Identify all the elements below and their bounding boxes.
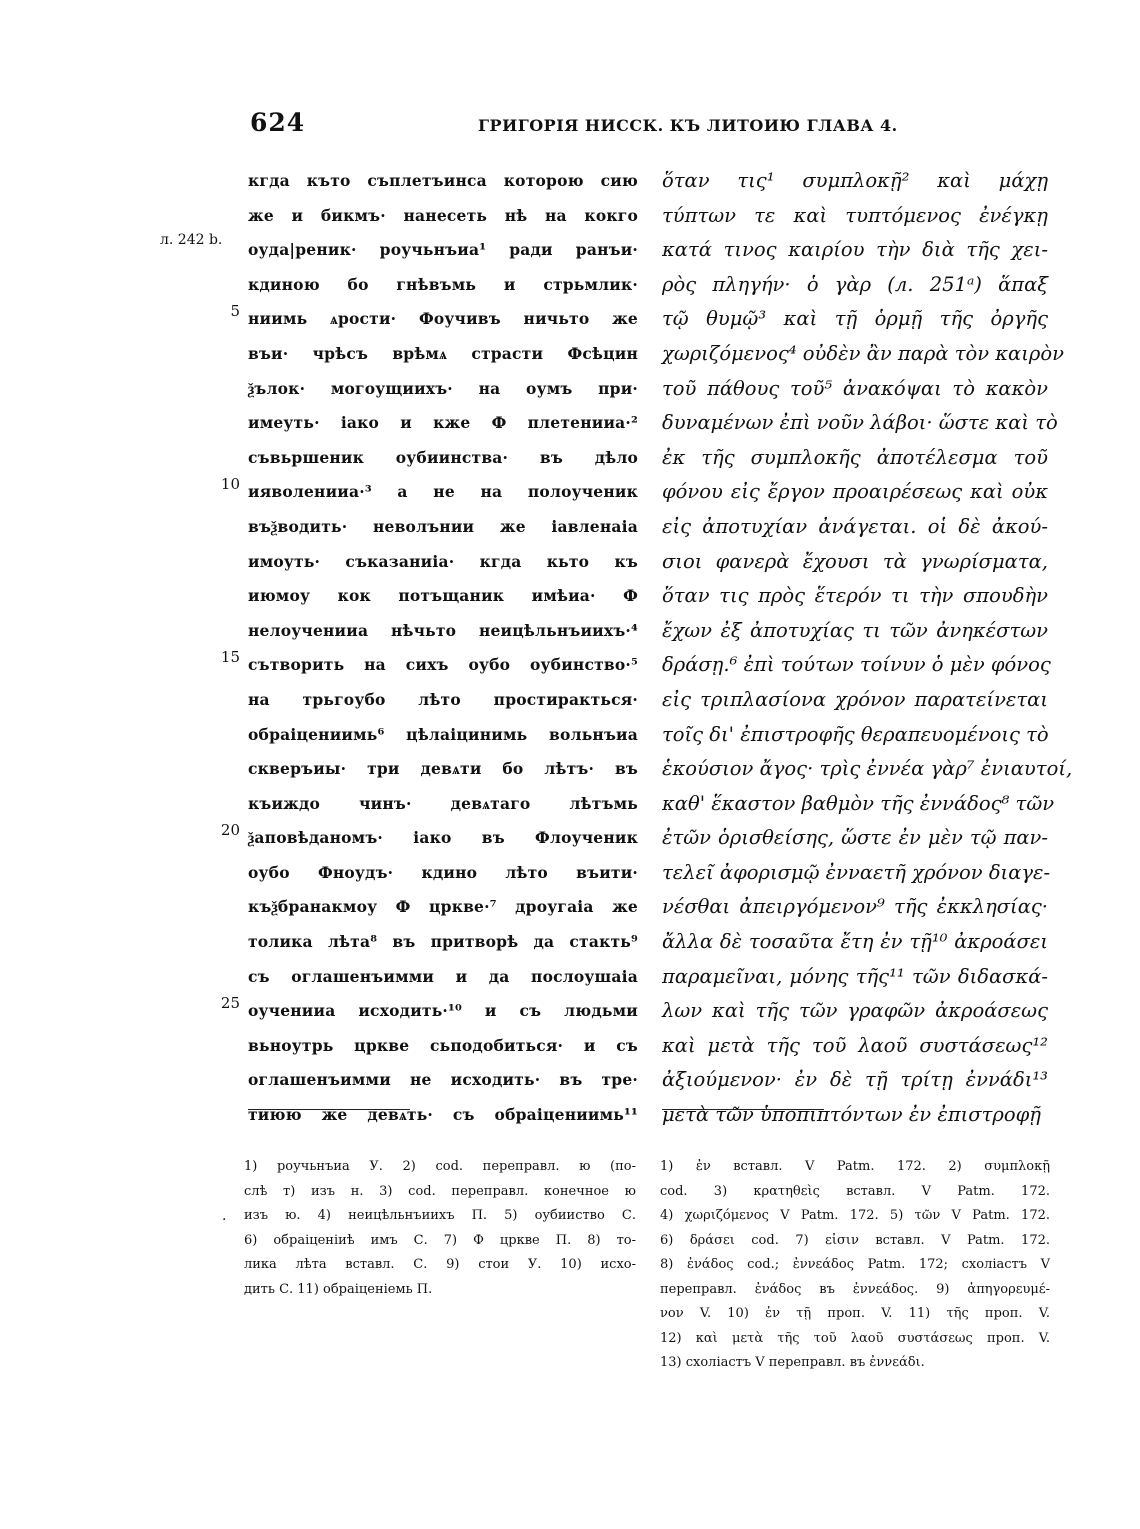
greek-line: ἄλλα δὲ τοσαῦτα ἔτη ἐν τῇ¹⁰ ἀκροάσει — [662, 930, 1048, 954]
greek-line: χωριζόμενος⁴ οὐδὲν ἂν παρὰ τὸν καιρὸν — [662, 341, 1064, 365]
footnote-line: дить С. 11) обраіценіемь П. — [244, 1281, 433, 1297]
line-number-15: 15 — [220, 648, 240, 666]
footnote-line: лика лѣта вставл. С. 9) стои У. 10) исхо- — [244, 1257, 636, 1272]
footnote-rule-right — [662, 1109, 824, 1110]
slavonic-line: вьноутрь цркве сьподобиться· и съ — [248, 1035, 638, 1055]
slavonic-line: къиждо чинъ· девѧтаго лѣтъмь — [248, 793, 638, 813]
footnotes-left — [244, 1155, 636, 1302]
slavonic-line: скверъиы· три девѧти бо лѣтъ· въ — [248, 759, 638, 779]
slavonic-line: имеуть· іако и кже Ф плетенииа·² — [248, 413, 638, 433]
slavonic-line: тиюю же девѧть· съ обраіцениимь¹¹ — [248, 1105, 638, 1125]
greek-line: κατά τινος καιρίου τὴν διὰ τῆς χει- — [662, 238, 1048, 262]
greek-line: εἰς ἀποτυχίαν ἀνάγεται. οἱ δὲ ἀκού- — [662, 514, 1048, 538]
slavonic-line: ѯаповѣданомъ· іако въ Флоученик — [248, 828, 638, 848]
greek-line: σιοι φανερὰ ἔχουσι τὰ γνωρίσματα, — [662, 549, 1048, 573]
greek-line: ὅταν τις¹ συμπλοκῇ² καὶ μάχῃ — [662, 169, 1048, 192]
line-number-20: 20 — [220, 821, 240, 839]
slavonic-line: обраіцениимь⁶ цѣлаіцинимь вольнъиа — [248, 724, 638, 744]
greek-line: ἐκ τῆς συμπλοκῆς ἀποτέλεσμα τοῦ — [662, 445, 1048, 469]
footnote-line: переправл. ἐνάδος въ ἐννεάδος. 9) ἀπηγορευμέ- — [660, 1281, 1050, 1297]
greek-line: τῷ θυμῷ³ καὶ τῇ ὁρμῇ τῆς ὀργῆς — [662, 307, 1048, 331]
slavonic-line: ияволенииа·³ а не на полоученик — [248, 482, 638, 502]
greek-line: τοῖς δι' ἐπιστροφῆς θεραπευομένοις τὸ — [662, 722, 1049, 746]
stray-dot-mark: · — [222, 1212, 227, 1228]
line-number-10: 10 — [220, 475, 240, 493]
greek-line: ἐτῶν ὁρισθείσης, ὥστε ἐν μὲν τῷ παν- — [662, 826, 1048, 850]
slavonic-text-column — [248, 164, 638, 1133]
slavonic-line: на трьгоубо лѣто простиракться· — [248, 689, 638, 709]
greek-line: καθ' ἕκαστον βαθμὸν τῆς ἐννάδος⁸ τῶν — [662, 791, 1055, 815]
greek-line: καὶ μετὰ τῆς τοῦ λαοῦ συστάσεως¹² — [662, 1033, 1048, 1057]
greek-line: ἀξιούμενον· ἐν δὲ τῇ τρίτῃ ἐννάδι¹³ — [662, 1068, 1048, 1092]
footnote-line: слѣ т) изъ н. 3) cod. перепpавл. конечное ю — [244, 1183, 636, 1199]
footnote-line: 1) роучьнъиа У. 2) cod. перепpавл. ю (по- — [244, 1159, 636, 1174]
footnote-line: 6) обраіценіиѣ имъ С. 7) Ф цркве П. 8) то- — [244, 1232, 636, 1248]
footnote-line: 1) ἐν вставл. V Patm. 172. 2) συμπλοκῇ — [660, 1159, 1050, 1174]
slavonic-line: имоуть· съказаниіа· кгда кьто къ — [248, 551, 638, 571]
slavonic-line: ѯълок· могоущиихъ· на оумъ при· — [248, 378, 638, 398]
footnote-line: 8) ἐνάδος cod.; ἐννεάδος Patm. 172; схоліастъ V — [660, 1257, 1050, 1272]
folio-reference: л. 242 b. — [160, 232, 223, 248]
greek-line: δράσῃ.⁶ ἐπὶ τούτων τοίνυν ὁ μὲν φόνος — [662, 653, 1051, 677]
greek-line: ὅταν τις πρὸς ἕτερόν τι τὴν σπουδὴν — [662, 584, 1048, 608]
slavonic-line: съ оглашенъимми и да послоушаіа — [248, 966, 638, 986]
footnote-line: 13) схоліастъ V переправл. въ ἐννεάδι. — [660, 1355, 925, 1370]
greek-line: ἔχων ἐξ ἀποτυχίας τι τῶν ἀνηκέστων — [662, 618, 1048, 642]
slavonic-line: же и бикмъ· нанесеть нѣ на кокго — [248, 205, 638, 225]
slavonic-line: оученииа исходить·¹⁰ и съ людьми — [248, 1001, 638, 1021]
footnote-line: νον V. 10) ἐν τῇ проп. V. 11) τῆς проп. V. — [660, 1306, 1050, 1321]
greek-line: φόνου εἰς ἔργον προαιρέσεως καὶ οὐκ — [662, 480, 1048, 504]
greek-line: δυναμένων ἐπὶ νοῦν λάβοι· ὥστε καὶ τὸ — [662, 411, 1058, 435]
greek-line: λων καὶ τῆς τῶν γραφῶν ἀκροάσεως — [662, 999, 1048, 1023]
greek-line: τύπτων τε καὶ τυπτόμενος ἐνέγκῃ — [662, 203, 1048, 227]
slavonic-line: оглашенъимми не исходить· въ тре· — [248, 1070, 638, 1090]
footnote-line: cod. 3) κρατηθεὶς вставл. V Patm. 172. — [660, 1183, 1050, 1199]
slavonic-line: въѯводить· неволънии же іавленаіа — [248, 516, 638, 536]
slavonic-line: съвьршеник оубиинства· въ дѣло — [248, 447, 638, 467]
slavonic-line: къѯбранакмоу Ф цркве·⁷ дроугаіа же — [248, 897, 638, 917]
slavonic-line: оуда|реник· роучьнъиа¹ ради ранъи· — [248, 240, 638, 260]
slavonic-line: нелоученииа нѣчьто неицѣльнъиихъ·⁴ — [248, 620, 638, 640]
greek-line: ἑκούσιον ἄγος· τρὶς ἐννέα γὰρ⁷ ἐνιαυτοί, — [662, 757, 1073, 781]
running-title: ГРИГОРІЯ НИССК. КЪ ЛИТОИЮ ГЛАВА 4. — [478, 116, 898, 135]
page-number: 624 — [250, 108, 306, 137]
slavonic-line: кгда къто съплетъинса которою сию — [248, 171, 638, 190]
line-number-25: 25 — [220, 994, 240, 1012]
greek-line: εἰς τριπλασίονα χρόνον παρατείνεται — [662, 687, 1048, 711]
footnote-rule-left — [248, 1109, 410, 1110]
greek-line: ρὸς πληγήν· ὁ γὰρ (л. 251ᵃ) ἅπαξ — [662, 272, 1048, 296]
greek-line: τελεῖ ἀφορισμῷ ἐνναετῆ χρόνον διαγε- — [662, 860, 1051, 884]
footnote-line: 6) δράσει cod. 7) εἰσιν вставл. V Patm. 172. — [660, 1232, 1050, 1248]
slavonic-line: сътворить на сихъ оубо оубинство·⁵ — [248, 655, 638, 675]
footnote-line: 4) χωριζόμενος V Patm. 172. 5) τῶν V Patm. 172. — [660, 1208, 1050, 1223]
slavonic-line: въи· чрѣсъ врѣмѧ страсти Фсѣцин — [248, 343, 638, 363]
slavonic-line: июмоу кок потъщаник имѣиа· Ф — [248, 586, 638, 606]
slavonic-line: ниимь ѧрости· Фоучивъ ничьто же — [248, 309, 638, 329]
greek-line: παραμεῖναι, μόνης τῆς¹¹ τῶν διδασκά- — [662, 964, 1048, 988]
slavonic-line: оубо Фноудъ· кдино лѣто въити· — [248, 862, 638, 882]
greek-line: μετὰ τῶν ὑποπιπτόντων ἐν ἐπιστροφῇ — [662, 1103, 1041, 1127]
greek-text-column — [662, 164, 1073, 1133]
greek-line: τοῦ πάθους τοῦ⁵ ἀνακόψαι τὸ κακὸν — [662, 376, 1048, 400]
greek-line: νέσθαι ἀπειργόμενον⁹ τῆς ἐκκλησίας· — [662, 895, 1048, 919]
slavonic-line: кдиною бо гнѣвъмь и стрьмлик· — [248, 274, 638, 294]
footnotes-right — [660, 1155, 1050, 1376]
footnote-line: изъ ю. 4) неицѣльнъиихъ П. 5) оубииство С. — [244, 1208, 636, 1223]
footnote-line: 12) καὶ μετὰ τῆς τοῦ λαοῦ συστάσεως проп. V. — [660, 1330, 1050, 1346]
line-number-5: 5 — [230, 302, 240, 320]
slavonic-line: толика лѣта⁸ въ притворѣ да стакть⁹ — [248, 932, 638, 952]
